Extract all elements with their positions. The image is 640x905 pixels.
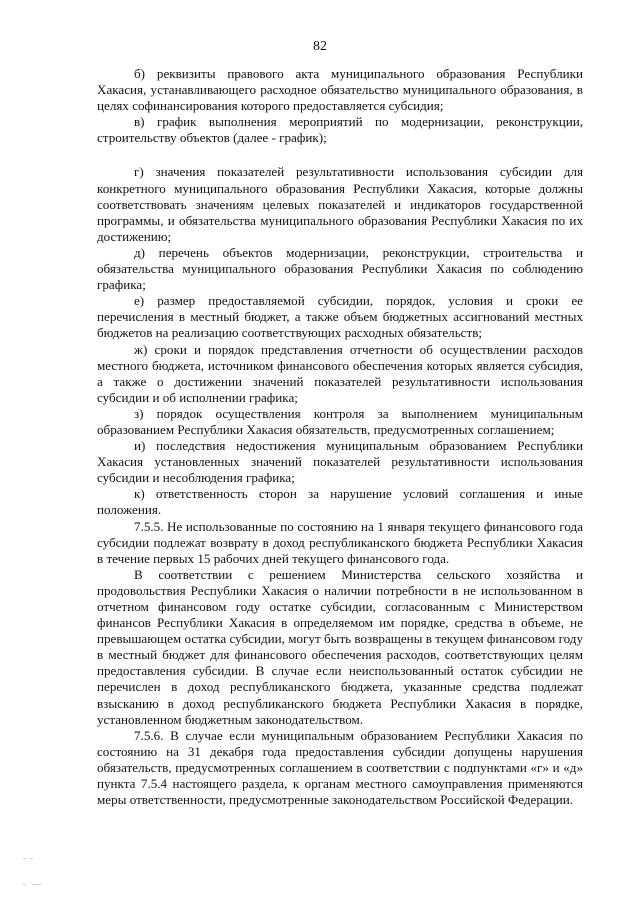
paragraph-v: в) график выполнения мероприятий по модернизации, реконструкции, строительству объектов (далее - график);	[97, 114, 583, 146]
scan-mark	[22, 856, 40, 862]
paragraph-7-5-5: 7.5.5. Не использованные по состоянию на 1 января текущего финансового года субсидии подлежат возврату в доход республиканского бюджета Республики Хакасия в течение первых 15 рабочих дней текущего финансового года.	[97, 518, 583, 566]
paragraph-g: г) значения показателей результативности использования субсидии для конкретного муниципального образования Республики Хакасия, которые должны соответствовать значениям целевых показателей и индикаторов государственной программы, и обязательства муниципального образования Республики Хакасия по их достижению;	[97, 164, 583, 244]
paragraph-e: е) размер предоставляемой субсидии, порядок, условия и сроки ее перечисления в местный бюджет, а также объем бюджетных ассигнований местных бюджетов на реализацию соответствующих расходных обязательств;	[97, 293, 583, 341]
paragraph-7-5-6: 7.5.6. В случае если муниципальным образованием Республики Хакасия по состоянию на 31 декабря года предоставления субсидии допущены нарушения обязательств, предусмотренных соглашением в соответствии с подпунктами «г» и «д» пункта 7.5.4 настоящего раздела, к органам местного самоуправления применяются меры ответственности, предусмотренные законодательством Российской Федерации.	[97, 727, 583, 808]
paragraph-reallocation: В соответствии с решением Министерства сельского хозяйства и продовольствия Республики Хакасия о наличии потребности в не использованном в отчетном финансовом году остатке субсидии, согласованным с Министерством финансов Республики Хакасия в определяемом им порядке, средства в объеме, не превышающем остатка субсидии, могут быть возвращены в текущем финансовом году в местный бюджет для финансового обеспечения расходов, соответствующих целям предоставления субсидии. В случае если неиспользованный остаток субсидии не перечислен в доход республиканского бюджета, указанные средства подлежат взысканию в доход республиканского бюджета Республики Хакасия в порядке, установленном бюджетным законодательством.	[97, 566, 583, 727]
document-body	[97, 66, 583, 808]
paragraph-i: и) последствия недостижения муниципальным образованием Республики Хакасия установленных значений показателей результативности использования субсидии и несоблюдения графика;	[97, 438, 583, 486]
paragraph-d: д) перечень объектов модернизации, реконструкции, строительства и обязательства муниципального образования Республики Хакасия по соблюдению графика;	[97, 244, 583, 293]
paragraph-z: з) порядок осуществления контроля за выполнением муниципальным образованием Республики Хакасия обязательств, предусмотренных соглашением;	[97, 405, 583, 437]
page-number: 82	[313, 39, 327, 54]
scan-mark	[22, 882, 48, 888]
blank-spacing	[97, 146, 583, 164]
paragraph-b: б) реквизиты правового акта муниципального образования Республики Хакасия, устанавливающего расходное обязательство муниципального образования, в целях софинансирования которого предоставляется субсидия;	[97, 66, 583, 114]
paragraph-zh: ж) сроки и порядок представления отчетности об осуществлении расходов местного бюджета, источником финансового обеспечения которых является субсидия, а также о достижении значений показателей результативности использования субсидии и об исполнении графика;	[97, 341, 583, 405]
paragraph-k: к) ответственность сторон за нарушение условий соглашения и иные положения.	[97, 486, 583, 518]
